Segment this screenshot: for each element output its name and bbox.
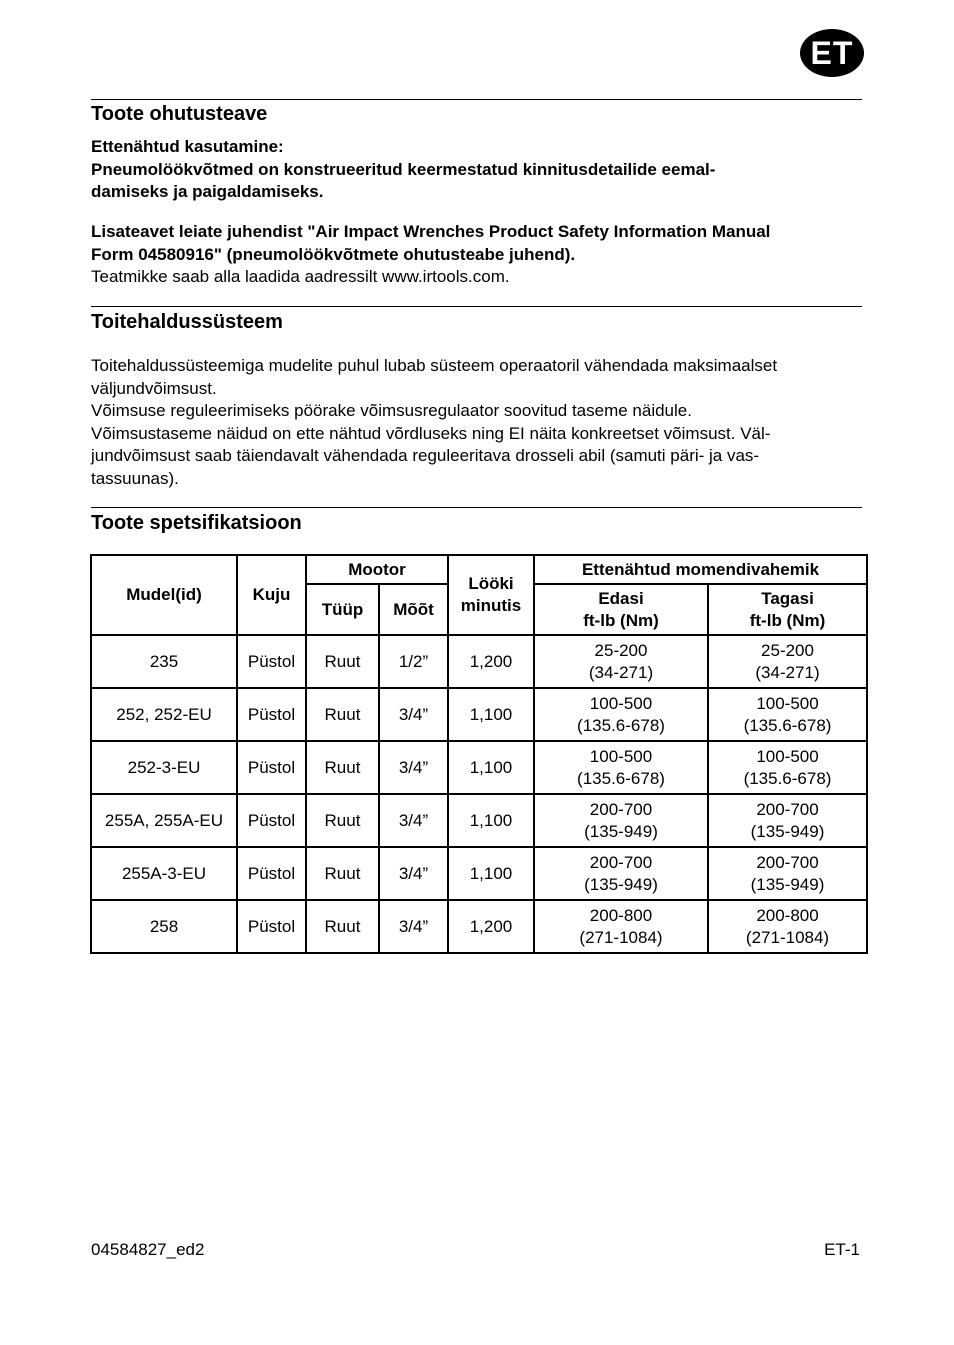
cell-forward [534, 847, 708, 900]
header-motor: Mootor [306, 555, 448, 584]
cell-size: 1/2” [379, 635, 448, 688]
power-description [91, 355, 863, 490]
section-title-spec: Toote spetsifikatsioon [91, 512, 302, 534]
cell-reverse-nm: (135-949) [750, 821, 825, 841]
table-row [91, 900, 867, 953]
cell-model: 252-3-EU [91, 741, 237, 794]
cell-reverse-ftlb: 100-500 [756, 746, 819, 766]
cell-size: 3/4” [379, 900, 448, 953]
cell-reverse [708, 741, 867, 794]
header-torque: Ettenähtud momendivahemik [534, 555, 867, 584]
cell-reverse [708, 688, 867, 741]
cell-blows: 1,100 [448, 688, 534, 741]
info-line3: Teatmikke saab alla laadida aadressilt www.irtools.com. [91, 267, 510, 286]
footer-doc-number: 04584827_ed2 [91, 1240, 205, 1259]
divider-power [91, 306, 862, 307]
cell-forward-ftlb: 200-800 [589, 905, 653, 925]
intended-use-label: Ettenähtud kasutamine: [91, 137, 284, 156]
spec-table [90, 554, 868, 954]
power-line: Toitehaldussüsteemiga mudelite puhul lubab süsteem operaatoril vähendada maksimaalset [91, 356, 778, 375]
cell-forward-nm: (34-271) [588, 662, 654, 682]
power-line: jundvõimsust saab täiendavalt vähendada reguleeritava drosseli abil (samuti päri- ja vas- [91, 446, 760, 465]
cell-reverse [708, 794, 867, 847]
cell-reverse [708, 900, 867, 953]
cell-forward [534, 741, 708, 794]
cell-forward-nm: (271-1084) [579, 927, 663, 947]
power-line: tassuunas). [91, 468, 179, 488]
cell-size: 3/4” [379, 741, 448, 794]
cell-reverse-ftlb: 25-200 [761, 640, 814, 660]
header-reverse-line2: ft-lb (Nm) [749, 610, 826, 630]
cell-blows: 1,100 [448, 741, 534, 794]
cell-type: Ruut [306, 741, 379, 794]
cell-model: 255A-3-EU [91, 847, 237, 900]
cell-reverse-nm: (135.6-678) [743, 768, 832, 788]
cell-blows: 1,200 [448, 635, 534, 688]
cell-forward-nm: (135-949) [584, 821, 658, 841]
cell-reverse [708, 847, 867, 900]
cell-model: 258 [91, 900, 237, 953]
cell-shape: Püstol [237, 847, 306, 900]
footer-page-number: ET-1 [824, 1240, 860, 1259]
table-row [91, 847, 867, 900]
cell-reverse-nm: (135.6-678) [743, 715, 832, 735]
info-line2: Form 04580916" (pneumolöökvõtmete ohutusteabe juhend). [91, 244, 576, 264]
cell-forward-ftlb: 200-700 [589, 852, 653, 872]
header-blows-line1: Lööki [468, 574, 514, 593]
cell-reverse-ftlb: 200-700 [756, 852, 819, 872]
power-line: Võimsuse reguleerimiseks pöörake võimsusregulaator soovitud taseme näidule. [91, 401, 692, 420]
power-line: Võimsustaseme näidud on ette nähtud võrdluseks ning EI näita konkreetset võimsust. Väl- [91, 423, 771, 443]
cell-size: 3/4” [379, 688, 448, 741]
power-line: väljundvõimsust. [91, 378, 217, 398]
section-title-safety: Toote ohutusteave [91, 103, 268, 125]
cell-reverse-ftlb: 200-800 [756, 905, 819, 925]
cell-model: 252, 252-EU [91, 688, 237, 741]
cell-shape: Püstol [237, 794, 306, 847]
cell-reverse-nm: (34-271) [755, 662, 820, 682]
divider-spec [91, 507, 862, 508]
cell-forward [534, 635, 708, 688]
intended-use [91, 136, 863, 204]
cell-shape: Püstol [237, 741, 306, 794]
cell-reverse-ftlb: 100-500 [756, 693, 819, 713]
table-row [91, 741, 867, 794]
intended-use-line2: damiseks ja paigaldamiseks. [91, 182, 324, 201]
cell-forward [534, 900, 708, 953]
language-badge: ET [800, 29, 864, 77]
cell-forward-ftlb: 25-200 [594, 640, 648, 660]
header-forward [534, 584, 708, 635]
header-shape: Kuju [237, 555, 306, 635]
table-header-row [91, 555, 867, 584]
header-reverse [708, 584, 867, 635]
table-row [91, 688, 867, 741]
cell-type: Ruut [306, 900, 379, 953]
cell-forward-nm: (135-949) [584, 874, 658, 894]
header-forward-line1: Edasi [598, 588, 644, 608]
table-row [91, 794, 867, 847]
cell-reverse-ftlb: 200-700 [756, 799, 819, 819]
cell-reverse [708, 635, 867, 688]
cell-shape: Püstol [237, 900, 306, 953]
cell-size: 3/4” [379, 847, 448, 900]
cell-blows: 1,100 [448, 794, 534, 847]
cell-reverse-nm: (271-1084) [745, 927, 830, 947]
intended-use-line1: Pneumolöökvõtmed on konstrueeritud keermestatud kinnitusdetailide eemal- [91, 159, 716, 179]
cell-model: 255A, 255A-EU [91, 794, 237, 847]
cell-model: 235 [91, 635, 237, 688]
header-type: Tüüp [306, 584, 379, 635]
header-size: Mõõt [379, 584, 448, 635]
table-row [91, 635, 867, 688]
header-blows [448, 555, 534, 635]
cell-forward [534, 794, 708, 847]
cell-type: Ruut [306, 847, 379, 900]
cell-blows: 1,100 [448, 847, 534, 900]
cell-forward [534, 688, 708, 741]
cell-size: 3/4” [379, 794, 448, 847]
cell-forward-ftlb: 100-500 [589, 693, 653, 713]
cell-shape: Püstol [237, 635, 306, 688]
additional-info [91, 221, 863, 289]
cell-forward-ftlb: 200-700 [589, 799, 653, 819]
header-reverse-line1: Tagasi [761, 588, 814, 608]
header-blows-line2: minutis [460, 596, 522, 615]
divider-top [91, 99, 862, 100]
cell-type: Ruut [306, 794, 379, 847]
cell-forward-nm: (135.6-678) [577, 768, 665, 788]
cell-type: Ruut [306, 635, 379, 688]
cell-blows: 1,200 [448, 900, 534, 953]
section-title-power: Toitehaldussüsteem [91, 311, 283, 333]
cell-forward-ftlb: 100-500 [589, 746, 653, 766]
info-line1: Lisateavet leiate juhendist "Air Impact Wrenches Product Safety Information Manual [91, 222, 771, 241]
cell-shape: Püstol [237, 688, 306, 741]
header-forward-line2: ft-lb (Nm) [583, 610, 659, 630]
cell-forward-nm: (135.6-678) [577, 715, 665, 735]
header-model: Mudel(id) [91, 555, 237, 635]
cell-reverse-nm: (135-949) [750, 874, 825, 894]
cell-type: Ruut [306, 688, 379, 741]
